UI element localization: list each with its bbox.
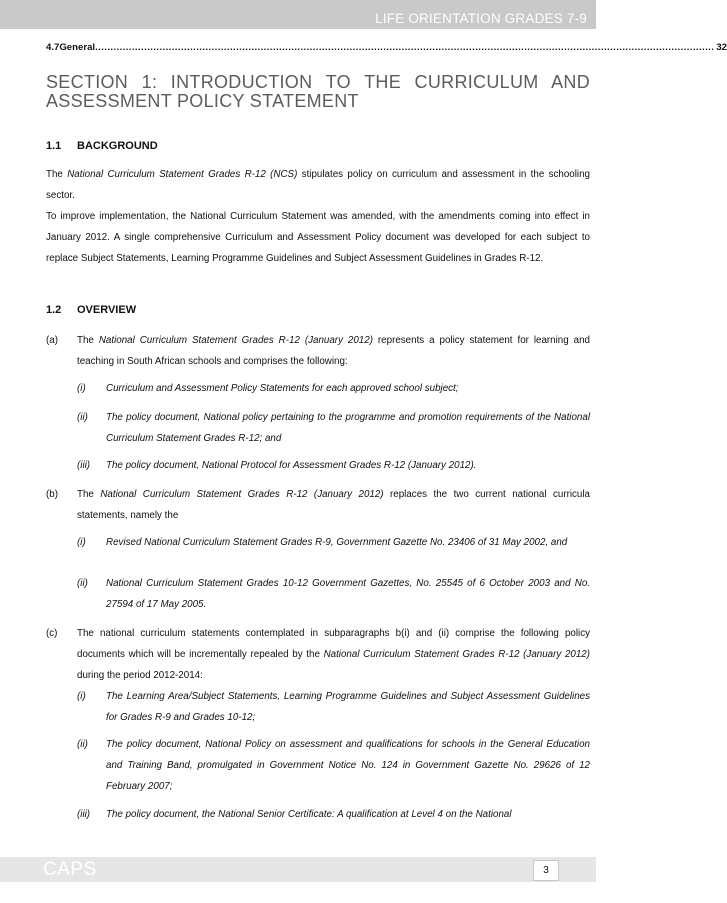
text: during the period 2012-2014: bbox=[77, 670, 203, 681]
sub-item-label: (i) bbox=[77, 691, 86, 702]
item-label: (b) bbox=[46, 489, 58, 500]
sub-item-label: (i) bbox=[77, 383, 86, 394]
sub-item-label: (iii) bbox=[77, 809, 91, 820]
emphasis: National Curriculum Statement Grades R-12 (January 2012) bbox=[100, 489, 384, 500]
sub-item-label: (ii) bbox=[77, 578, 88, 589]
text: The national curriculum statements contemplated in subparagraphs b(i) and (ii) comprise the following policy documents which will be incrementally repealed by the bbox=[77, 628, 590, 660]
toc-leader-dots: .......................................................................................................................................................................................................... bbox=[95, 42, 715, 53]
sub-item-text: National Curriculum Statement Grades 10-12 Government Gazettes, No. 25545 of 6 October 2003 and No. 27594 of 17 May 2005. bbox=[106, 578, 590, 610]
emphasis: National Curriculum Statement Grades R-12 (NCS) bbox=[67, 169, 298, 180]
footer-brand: CAPS bbox=[43, 859, 97, 880]
background-paragraph-2: To improve implementation, the National Curriculum Statement was amended, with the amendments coming into effect in January 2012. A single comprehensive Curriculum and Assessment Policy document was developed for each subject to replace Subject Statements, Learning Programme Guidelines and Subject Assessment Guidelines in Grades R-12. bbox=[46, 211, 590, 264]
sub-item bbox=[77, 455, 590, 476]
sub-item bbox=[77, 378, 590, 399]
sub-item bbox=[77, 532, 590, 553]
sub-item-label: (ii) bbox=[77, 739, 88, 750]
toc-number: 4.7 bbox=[46, 42, 60, 53]
sub-item bbox=[77, 686, 590, 728]
heading-text: BACKGROUND bbox=[77, 140, 158, 152]
emphasis: National Curriculum Statement Grades R-12 (January 2012) bbox=[323, 649, 591, 660]
sub-item bbox=[77, 407, 590, 449]
list-item-a bbox=[46, 330, 590, 372]
emphasis: National Curriculum Statement Grades R-12 (January 2012) bbox=[98, 335, 373, 346]
sub-item-label: (iii) bbox=[77, 460, 91, 471]
text: The bbox=[46, 169, 68, 180]
page-number: 3 bbox=[533, 860, 559, 881]
item-label: (c) bbox=[46, 628, 58, 639]
item-label: (a) bbox=[46, 335, 58, 346]
section-title: SECTION 1: INTRODUCTION TO THE CURRICULUM AND ASSESSMENT POLICY STATEMENT bbox=[46, 72, 590, 111]
item-text bbox=[77, 330, 590, 372]
sub-item-label: (i) bbox=[77, 537, 86, 548]
list-item-b bbox=[46, 484, 590, 526]
sub-item-text: The Learning Area/Subject Statements, Learning Programme Guidelines and Subject Assessment Guidelines for Grades R-9 and Grades 10-12; bbox=[106, 691, 590, 723]
sub-item-text: The policy document, National Policy on assessment and qualifications for schools in the General Education and Training Band, promulgated in Government Notice No. 124 in Government Gazette No. 29626 of 12 February 2007; bbox=[106, 739, 590, 792]
toc-page: 32 bbox=[716, 42, 727, 53]
sub-item-text: The policy document, National Protocol for Assessment Grades R-12 (January 2012). bbox=[106, 460, 477, 471]
text: represents a policy statement for learning and teaching in South African schools and comprises the following: bbox=[77, 335, 590, 367]
sub-item-text: The policy document, National policy pertaining to the programme and promotion requirements of the National Curriculum Statement Grades R-12; and bbox=[106, 412, 590, 444]
toc-title: General bbox=[59, 42, 96, 53]
background-paragraph-1 bbox=[46, 164, 590, 206]
item-text bbox=[77, 484, 590, 526]
heading-number: 1.1 bbox=[46, 140, 62, 152]
text: stipulates policy on curriculum and assessment in the schooling sector. bbox=[46, 169, 590, 201]
text: The bbox=[77, 335, 99, 346]
sub-item bbox=[77, 804, 590, 825]
heading-overview bbox=[46, 304, 136, 316]
text: The bbox=[77, 489, 101, 500]
heading-text: OVERVIEW bbox=[77, 304, 137, 316]
toc-entry bbox=[46, 42, 727, 53]
sub-item bbox=[77, 734, 590, 797]
heading-number: 1.2 bbox=[46, 304, 62, 316]
list-item-c bbox=[46, 623, 590, 686]
sub-item-text: Curriculum and Assessment Policy Statements for each approved school subject; bbox=[106, 383, 459, 394]
item-text bbox=[77, 623, 590, 686]
sub-item-label: (ii) bbox=[77, 412, 88, 423]
heading-background bbox=[46, 140, 158, 152]
text: replaces the two current national curricula statements, namely the bbox=[77, 489, 591, 521]
sub-item-text: Revised National Curriculum Statement Grades R-9, Government Gazette No. 23406 of 31 May 2002, and bbox=[106, 537, 568, 548]
running-header: LIFE ORIENTATION GRADES 7-9 bbox=[375, 11, 587, 26]
sub-item bbox=[77, 573, 590, 615]
sub-item-text: The policy document, the National Senior Certificate: A qualification at Level 4 on the National bbox=[106, 809, 512, 820]
